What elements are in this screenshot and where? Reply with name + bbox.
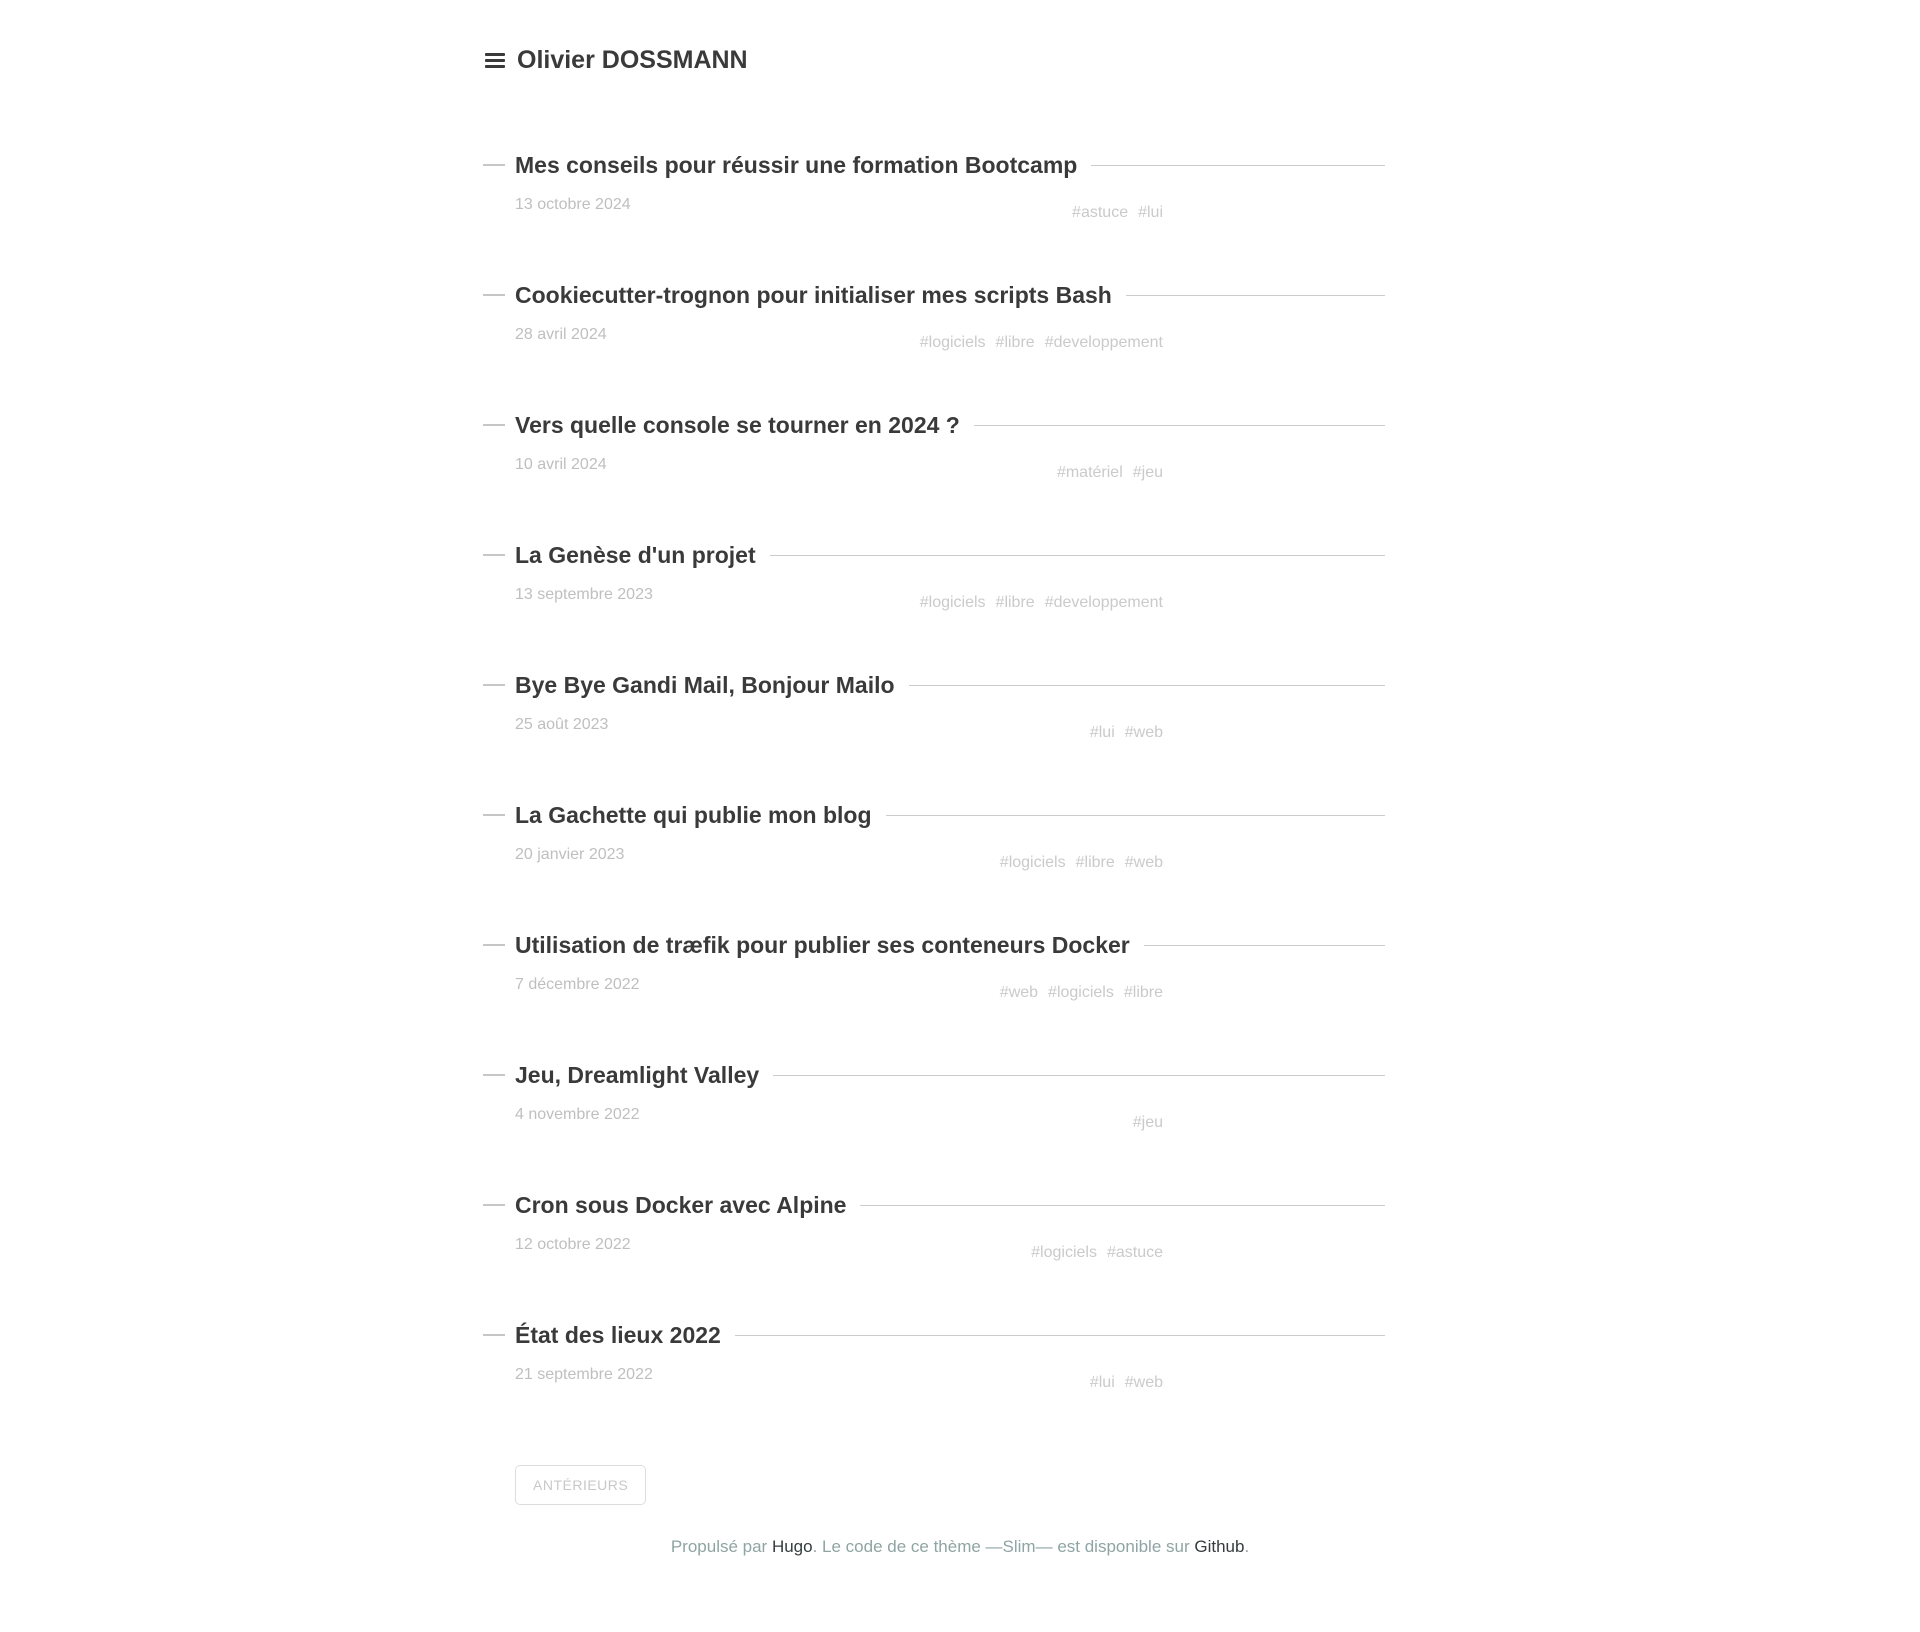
post-title-link[interactable]: Utilisation de træfik pour publier ses conteneurs Docker (515, 932, 1130, 958)
post-header (515, 409, 1385, 441)
post-date: 13 octobre 2024 (515, 196, 631, 213)
tag-link[interactable]: #libre (995, 594, 1035, 611)
title-dash-icon (483, 424, 505, 426)
post-tags (1133, 1113, 1163, 1133)
post-meta (515, 715, 1385, 743)
post-title-link[interactable]: Cron sous Docker avec Alpine (515, 1192, 847, 1218)
post-date: 20 janvier 2023 (515, 846, 625, 863)
post-header (515, 669, 1385, 701)
tag-link[interactable]: #logiciels (1031, 1244, 1097, 1261)
post-date: 25 août 2023 (515, 716, 609, 733)
title-rule-line (860, 1205, 1385, 1206)
post-meta (515, 585, 1385, 613)
post-header (515, 539, 1385, 571)
post-item (515, 388, 1385, 518)
title-dash-icon (483, 1074, 505, 1076)
title-rule-line (1126, 295, 1385, 296)
tag-link[interactable]: #developpement (1044, 594, 1163, 611)
post-header (515, 279, 1385, 311)
post-item (515, 1038, 1385, 1168)
tag-link[interactable]: #matériel (1056, 464, 1123, 481)
pagination (515, 1465, 1385, 1505)
tag-link[interactable]: #astuce (1106, 1244, 1163, 1261)
post-item (515, 258, 1385, 388)
tag-link[interactable]: #web (1124, 724, 1163, 741)
post-tags (1072, 203, 1163, 223)
site-header (515, 44, 1385, 76)
post-meta (515, 845, 1385, 873)
tag-link[interactable]: #libre (1075, 854, 1115, 871)
tag-link[interactable]: #jeu (1132, 464, 1163, 481)
tag-link[interactable]: #logiciels (1048, 984, 1114, 1001)
site-title[interactable]: Olivier DOSSMANN (517, 46, 748, 74)
tag-link[interactable]: #lui (1089, 1374, 1115, 1391)
post-title-link[interactable]: La Genèse d'un projet (515, 542, 756, 568)
tag-link[interactable]: #logiciels (919, 594, 986, 611)
title-dash-icon (483, 1204, 505, 1206)
post-tags (1000, 983, 1163, 1003)
post-header (515, 929, 1385, 961)
title-rule-line (886, 815, 1385, 816)
post-header (515, 799, 1385, 831)
post-date: 10 avril 2024 (515, 456, 607, 473)
tag-link[interactable]: #libre (995, 334, 1035, 351)
title-dash-icon (483, 164, 505, 166)
title-rule-line (974, 425, 1385, 426)
title-rule-line (773, 1075, 1385, 1076)
footer-text: . Le code de ce thème —Slim— est disponible sur (812, 1537, 1195, 1556)
post-date: 4 novembre 2022 (515, 1106, 640, 1123)
footer-text: . (1244, 1537, 1250, 1556)
post-header (515, 1319, 1385, 1351)
post-meta (515, 1235, 1385, 1263)
post-item (515, 908, 1385, 1038)
site-footer (0, 1537, 1920, 1557)
post-date: 7 décembre 2022 (515, 976, 640, 993)
post-tags (1090, 1373, 1163, 1393)
tag-link[interactable]: #lui (1089, 724, 1115, 741)
post-item (515, 1168, 1385, 1298)
post-title-link[interactable]: État des lieux 2022 (515, 1322, 721, 1348)
tag-link[interactable]: #web (999, 984, 1039, 1001)
post-header (515, 1059, 1385, 1091)
title-dash-icon (483, 554, 505, 556)
post-item (515, 1298, 1385, 1428)
post-title-link[interactable]: Mes conseils pour réussir une formation Bootcamp (515, 152, 1078, 178)
post-meta (515, 455, 1385, 483)
title-dash-icon (483, 814, 505, 816)
title-rule-line (770, 555, 1385, 556)
title-rule-line (735, 1335, 1385, 1336)
tag-link[interactable]: #web (1124, 854, 1163, 871)
tag-link[interactable]: #developpement (1044, 334, 1163, 351)
post-date: 12 octobre 2022 (515, 1236, 631, 1253)
tag-link[interactable]: #lui (1138, 204, 1163, 221)
post-date: 13 septembre 2023 (515, 586, 653, 603)
post-tags (920, 593, 1163, 613)
post-tags (920, 333, 1163, 353)
post-tags (1031, 1243, 1163, 1263)
post-title-link[interactable]: Jeu, Dreamlight Valley (515, 1062, 760, 1088)
post-meta (515, 1365, 1385, 1393)
posts-list (515, 128, 1385, 1428)
post-header (515, 149, 1385, 181)
github-link[interactable]: Github (1194, 1537, 1245, 1556)
post-meta (515, 975, 1385, 1003)
title-dash-icon (483, 294, 505, 296)
post-title-link[interactable]: Cookiecutter-trognon pour initialiser mes scripts Bash (515, 282, 1112, 308)
hugo-link[interactable]: Hugo (771, 1537, 813, 1556)
tag-link[interactable]: #web (1124, 1374, 1163, 1391)
post-date: 21 septembre 2022 (515, 1366, 653, 1383)
tag-link[interactable]: #jeu (1132, 1114, 1163, 1131)
post-date: 28 avril 2024 (515, 326, 607, 343)
post-item (515, 518, 1385, 648)
post-title-link[interactable]: Bye Bye Gandi Mail, Bonjour Mailo (515, 672, 895, 698)
post-tags (1057, 463, 1163, 483)
title-rule-line (1091, 165, 1385, 166)
title-rule-line (1144, 945, 1385, 946)
tag-link[interactable]: #logiciels (999, 854, 1066, 871)
post-meta (515, 1105, 1385, 1133)
tag-link[interactable]: #logiciels (919, 334, 986, 351)
post-header (515, 1189, 1385, 1221)
post-item (515, 778, 1385, 908)
post-meta (515, 325, 1385, 353)
post-title-link[interactable]: Vers quelle console se tourner en 2024 ? (515, 412, 960, 438)
post-title-link[interactable]: La Gachette qui publie mon blog (515, 802, 872, 828)
post-item (515, 128, 1385, 258)
post-tags (1000, 853, 1163, 873)
page-container (515, 44, 1385, 1505)
post-meta (515, 195, 1385, 223)
older-posts-button[interactable]: ANTÉRIEURS (515, 1465, 646, 1505)
post-tags (1090, 723, 1163, 743)
title-dash-icon (483, 1334, 505, 1336)
post-item (515, 648, 1385, 778)
tag-link[interactable]: #libre (1123, 984, 1163, 1001)
footer-text: Propulsé par (670, 1537, 772, 1556)
title-dash-icon (483, 944, 505, 946)
title-dash-icon (483, 684, 505, 686)
hamburger-menu-icon[interactable] (485, 53, 505, 68)
title-rule-line (909, 685, 1385, 686)
tag-link[interactable]: #astuce (1072, 204, 1129, 221)
